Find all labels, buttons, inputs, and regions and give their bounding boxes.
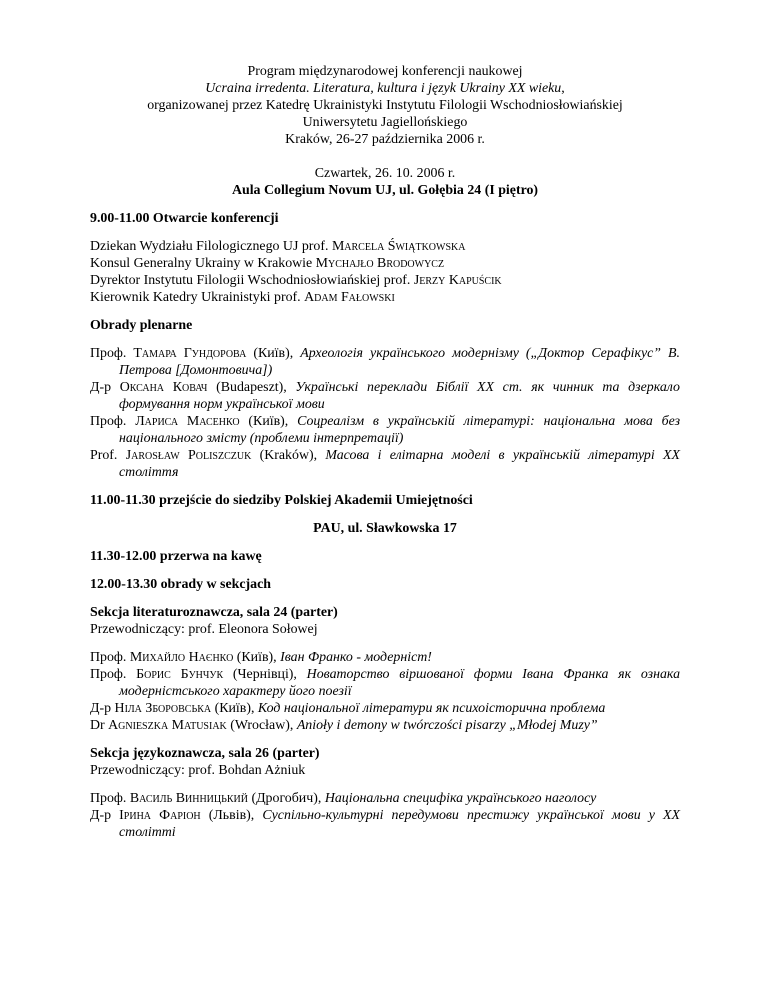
speaker-name: Ірина Фаріон [119, 808, 201, 823]
talk-topic: Код національної літератури як психоісторична проблема [257, 701, 606, 716]
transfer-heading: 11.00-11.30 przejście do siedziby Polskiej Akademii Umiejętności [90, 493, 473, 508]
plenary-talks [90, 345, 680, 481]
header [90, 63, 680, 148]
person-name: Jerzy Kapuścik [413, 273, 502, 288]
speaker-name: Оксана Ковач [119, 380, 208, 395]
speaker-name: Тамара Гундорова [133, 346, 247, 361]
speaker-name: Борис Бунчук [136, 667, 224, 682]
talk-topic: Соцреалізм в українській літературі: національна мова без національного змісту (проблеми інтерпретації) [119, 414, 680, 446]
speaker-name: Василь Винницький [129, 791, 248, 806]
talk-topic: Іван Франко - модерніст! [280, 650, 432, 665]
opening-list [90, 238, 680, 306]
speaker-name: Лариса Масенко [135, 414, 240, 429]
talk-entry: Д-р Оксана Ковач (Budapeszt), Українські переклади Біблії ХХ ст. як чинник та дзеркало формування норм української мови [90, 380, 680, 412]
talk-entry: Д-р Ірина Фаріон (Львів), Суспільно-культурні передумови престижу української мови у ХХ столітті [90, 808, 680, 840]
speaker-name: Jarosław Poliszczuk [125, 448, 252, 463]
organizer-line: organizowanej przez Katedrę Ukrainistyki Instytutu Filologii Wschodniosłowiańskiej [147, 98, 623, 113]
list-item: Konsul Generalny Ukrainy w Krakowie Mychajło Brodowycz [90, 256, 445, 271]
speaker-name: Agnieszka Matusiak [108, 718, 227, 733]
talk-topic: Суспільно-культурні передумови престижу української мови у ХХ столітті [119, 808, 680, 840]
person-name: Mychajło Brodowycz [315, 256, 445, 271]
transfer-venue: PAU, ul. Sławkowska 17 [313, 521, 457, 536]
talk-entry: Проф. Василь Винницький (Дрогобич), Національна специфіка українського наголосу [90, 791, 597, 806]
talk-entry: Проф. Тамара Гундорова (Київ), Археологія українського модернізму („Доктор Серафікус” В. Петрова [Домонтовича]) [90, 346, 680, 378]
talk-topic: Anioły i demony w twórczości pisarzy „Młodej Muzy” [296, 718, 598, 733]
coffee-break: 11.30-12.00 przerwa na kawę [90, 549, 262, 564]
place-date-line: Kraków, 26-27 października 2006 r. [285, 132, 485, 147]
day-header [90, 165, 680, 199]
talk-topic: Масова і елітарна моделі в українській літературі ХХ століття [119, 448, 680, 480]
talk-topic: Українські переклади Біблії ХХ ст. як чинник та дзеркало формування норм української мови [119, 380, 680, 412]
program-line: Program międzynarodowej konferencji naukowej [247, 64, 523, 79]
talk-entry: Д-р Ніла Зборовська (Київ), Код національної літератури як психоісторична проблема [90, 701, 606, 716]
person-name: Marcela Świątkowska [331, 239, 466, 254]
conference-title-line: Ucraina irredenta. Literatura, kultura i język Ukrainy XX wieku, [205, 81, 565, 96]
linguistic-chair: Przewodniczący: prof. Bohdan Ażniuk [90, 763, 306, 778]
conference-title: Ucraina irredenta. Literatura, kultura i język Ukrainy XX wieku [205, 81, 562, 96]
talk-topic: Археологія українського модернізму („Доктор Серафікус” В. Петрова [Домонтовича]) [119, 346, 680, 378]
list-item: Kierownik Katedry Ukrainistyki prof. Adam Fałowski [90, 290, 395, 305]
list-item: Dziekan Wydziału Filologicznego UJ prof. Marcela Świątkowska [90, 239, 466, 254]
speaker-name: Ніла Зборовська [114, 701, 212, 716]
sections-heading: 12.00-13.30 obrady w sekcjach [90, 577, 271, 592]
day-date: Czwartek, 26. 10. 2006 r. [314, 166, 456, 181]
talk-entry: Проф. Михайло Наєнко (Київ), Іван Франко - модерніст! [90, 650, 432, 665]
literary-chair: Przewodniczący: prof. Eleonora Sołowej [90, 622, 318, 637]
talk-entry: Проф. Лариса Масенко (Київ), Соцреалізм в українській літературі: національна мова без національного змісту (проблеми інтерпретації) [90, 414, 680, 446]
person-name: Adam Fałowski [304, 290, 395, 305]
university-line: Uniwersytetu Jagiellońskiego [302, 115, 468, 130]
speaker-name: Михайло Наєнко [129, 650, 234, 665]
talk-entry: Проф. Борис Бунчук (Чернівці), Новаторство віршованої форми Івана Франка як ознака модерністського характеру його поезії [90, 667, 681, 699]
talk-entry: Prof. Jarosław Poliszczuk (Kraków), Масова і елітарна моделі в українській літературі ХХ століття [90, 448, 680, 480]
linguistic-section-heading: Sekcja językoznawcza, sala 26 (parter) [90, 746, 320, 761]
talk-topic: Новаторство віршованої форми Івана Франка як ознака модерністського характеру його поезії [119, 667, 681, 699]
list-item: Dyrektor Instytutu Filologii Wschodniosłowiańskiej prof. Jerzy Kapuścik [90, 273, 502, 288]
linguistic-talks [90, 790, 680, 841]
day-venue: Aula Collegium Novum UJ, ul. Gołębia 24 (I piętro) [231, 183, 539, 198]
document-page [90, 63, 680, 841]
literary-section-heading: Sekcja literaturoznawcza, sala 24 (parter) [90, 605, 338, 620]
talk-entry: Dr Agnieszka Matusiak (Wrocław), Anioły i demony w twórczości pisarzy „Młodej Muzy” [90, 718, 598, 733]
literary-talks [90, 649, 680, 734]
plenary-heading: Obrady plenarne [90, 318, 193, 333]
talk-topic: Національна специфіка українського наголосу [324, 791, 597, 806]
opening-heading: 9.00-11.00 Otwarcie konferencji [90, 211, 279, 226]
